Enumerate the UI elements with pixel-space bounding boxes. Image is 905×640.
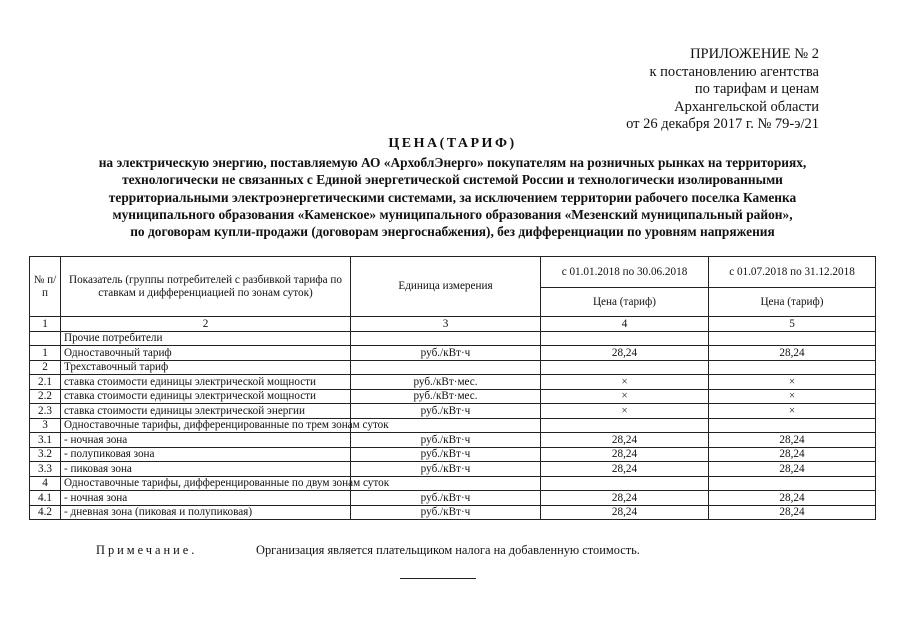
appendix-line: Архангельской области	[674, 98, 819, 115]
table-row	[30, 375, 876, 390]
row-price-period-2: 28,24	[709, 346, 876, 361]
header-indicator: Показатель (группы потребителей с разбивкой тарифа по ставкам и дифференциацией по зонам суток)	[61, 257, 351, 317]
table-row	[30, 505, 876, 520]
header-period-2: с 01.07.2018 по 31.12.2018	[709, 257, 876, 288]
row-price-period-2	[709, 331, 876, 346]
row-unit: руб./кВт·мес.	[351, 389, 541, 404]
row-unit: руб./кВт·ч	[351, 462, 541, 477]
row-indicator: Трехставочный тариф	[61, 360, 351, 375]
row-indicator: Прочие потребители	[61, 331, 351, 346]
column-number-row	[30, 317, 876, 332]
row-price-period-2: 28,24	[709, 491, 876, 506]
row-indicator: - ночная зона	[61, 433, 351, 448]
row-number: 2.3	[30, 404, 61, 419]
row-price-period-2: 28,24	[709, 462, 876, 477]
row-price-period-1: 28,24	[541, 505, 709, 520]
table-row	[30, 389, 876, 404]
row-number: 4.2	[30, 505, 61, 520]
row-indicator: - полупиковая зона	[61, 447, 351, 462]
row-price-period-1	[541, 331, 709, 346]
table-row	[30, 491, 876, 506]
column-number: 3	[351, 317, 541, 332]
column-number: 5	[709, 317, 876, 332]
row-price-period-1: 28,24	[541, 433, 709, 448]
row-price-period-1: 28,24	[541, 346, 709, 361]
row-number: 3	[30, 418, 61, 433]
header-unit: Единица измерения	[351, 257, 541, 317]
table-row	[30, 360, 876, 375]
row-unit: руб./кВт·ч	[351, 346, 541, 361]
table-header	[30, 257, 876, 317]
row-price-period-1: 28,24	[541, 447, 709, 462]
row-indicator: ставка стоимости единицы электрической мощности	[61, 389, 351, 404]
subtitle-line: по договорам купли-продажи (договорам энергоснабжения), без дифференциации по уровням напряжения	[130, 224, 775, 240]
row-price-period-1: ×	[541, 375, 709, 390]
row-price-period-2: 28,24	[709, 447, 876, 462]
header-price-1: Цена (тариф)	[541, 288, 709, 317]
header-period-1: с 01.01.2018 по 30.06.2018	[541, 257, 709, 288]
table-body	[30, 317, 876, 520]
row-number: 3.3	[30, 462, 61, 477]
divider	[400, 578, 476, 579]
row-unit: руб./кВт·ч	[351, 404, 541, 419]
row-unit: руб./кВт·мес.	[351, 375, 541, 390]
row-price-period-2: ×	[709, 404, 876, 419]
row-number: 2	[30, 360, 61, 375]
row-price-period-1	[541, 476, 709, 491]
column-number: 2	[61, 317, 351, 332]
table-row	[30, 447, 876, 462]
row-indicator: ставка стоимости единицы электрической мощности	[61, 375, 351, 390]
table-row	[30, 346, 876, 361]
row-indicator: - пиковая зона	[61, 462, 351, 477]
column-number: 4	[541, 317, 709, 332]
row-price-period-2	[709, 360, 876, 375]
row-indicator: Одноставочный тариф	[61, 346, 351, 361]
table-row	[30, 462, 876, 477]
row-indicator: Одноставочные тарифы, дифференцированные по двум зонам суток	[61, 476, 351, 491]
row-number: 1	[30, 346, 61, 361]
row-price-period-2: ×	[709, 375, 876, 390]
row-number	[30, 331, 61, 346]
row-number: 3.1	[30, 433, 61, 448]
header-num: № п/п	[30, 257, 61, 317]
document-subtitle	[0, 154, 905, 240]
row-indicator: - дневная зона (пиковая и полупиковая)	[61, 505, 351, 520]
table-row	[30, 331, 876, 346]
subtitle-line: муниципального образования «Каменское» муниципального образования «Мезенский муниципальный район»,	[112, 206, 793, 222]
table-row	[30, 418, 876, 433]
document-title: ЦЕНА(ТАРИФ)	[388, 136, 517, 151]
tariff-table	[29, 256, 876, 520]
row-price-period-1: 28,24	[541, 491, 709, 506]
row-unit	[351, 360, 541, 375]
row-indicator: Одноставочные тарифы, дифференцированные по трем зонам суток	[61, 418, 351, 433]
subtitle-line: территориальными электроэнергетическими системами, за исключением территории рабочего поселка Каменка	[108, 189, 797, 205]
appendix-line: к постановлению агентства	[649, 63, 819, 80]
header-price-2: Цена (тариф)	[709, 288, 876, 317]
row-number: 4	[30, 476, 61, 491]
row-unit: руб./кВт·ч	[351, 491, 541, 506]
row-price-period-2: ×	[709, 389, 876, 404]
appendix-line: ПРИЛОЖЕНИЕ № 2	[690, 46, 819, 62]
appendix-line: от 26 декабря 2017 г. № 79-э/21	[626, 116, 819, 132]
table-row	[30, 433, 876, 448]
row-number: 3.2	[30, 447, 61, 462]
note-text: Организация является плательщиком налога на добавленную стоимость.	[256, 543, 640, 557]
row-price-period-2: 28,24	[709, 505, 876, 520]
row-price-period-1: ×	[541, 389, 709, 404]
note-label: Примечание.	[96, 543, 198, 557]
subtitle-line: на электрическую энергию, поставляемую АО «АрхоблЭнерго» покупателям на розничных рынках на территориях,	[98, 155, 807, 170]
column-number: 1	[30, 317, 61, 332]
row-price-period-2: 28,24	[709, 433, 876, 448]
row-indicator: ставка стоимости единицы электрической энергии	[61, 404, 351, 419]
row-price-period-2	[709, 476, 876, 491]
row-unit: руб./кВт·ч	[351, 505, 541, 520]
appendix-line: по тарифам и ценам	[694, 81, 819, 97]
row-unit	[351, 331, 541, 346]
table-row	[30, 476, 876, 491]
row-number: 4.1	[30, 491, 61, 506]
row-price-period-1	[541, 418, 709, 433]
row-price-period-1	[541, 360, 709, 375]
appendix-block	[559, 46, 819, 134]
row-unit: руб./кВт·ч	[351, 433, 541, 448]
row-number: 2.2	[30, 389, 61, 404]
row-price-period-1: 28,24	[541, 462, 709, 477]
row-price-period-1: ×	[541, 404, 709, 419]
row-price-period-2	[709, 418, 876, 433]
note	[96, 543, 640, 558]
subtitle-line: технологически не связанных с Единой энергетической системой России и технологически изолированными	[122, 172, 783, 188]
row-unit: руб./кВт·ч	[351, 447, 541, 462]
table-row	[30, 404, 876, 419]
row-number: 2.1	[30, 375, 61, 390]
row-indicator: - ночная зона	[61, 491, 351, 506]
